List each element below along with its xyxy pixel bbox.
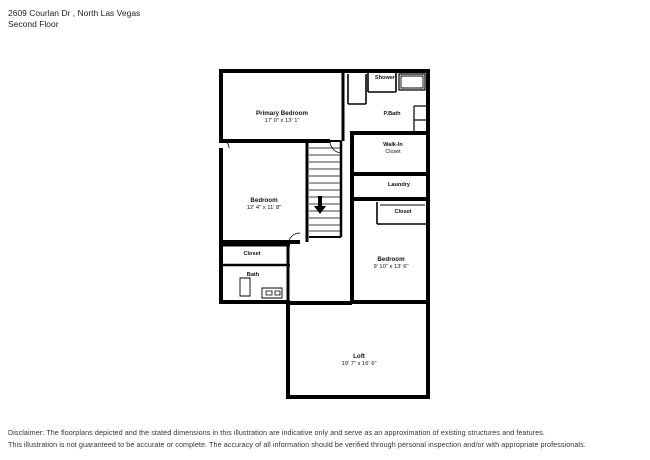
disclaimer-line-1: Disclaimer: The floorplans depicted and the stated dimensions in this illustration are indicative only and serve as an approximation of existing structures and features.	[8, 428, 546, 437]
room-label: Closet	[243, 251, 261, 257]
room-label: Shower	[374, 75, 396, 81]
room-label: Bedroom 9' 10" x 13' 6"	[373, 256, 409, 270]
room-label: Loft 19' 7" x 16' 6"	[341, 353, 377, 367]
room-label: Walk-In Closet	[383, 142, 403, 155]
property-address: 2609 Courlan Dr , North Las Vegas	[8, 8, 141, 18]
room-label: Bath	[246, 272, 260, 278]
room-label: P.Bath	[383, 111, 401, 117]
disclaimer-line-2: This illustration is not guaranteed to be accurate or complete. The accuracy of all information should be verified through personal inspection and/or with appropriate professionals.	[8, 440, 586, 449]
floor-label: Second Floor	[8, 19, 59, 30]
room-label: Primary Bedroom 17' 0" x 13' 1"	[256, 110, 308, 124]
room-label: Bedroom 12' 4" x 11' 8"	[246, 197, 282, 211]
room-label: Laundry	[387, 182, 411, 188]
room-label: Closet	[394, 209, 412, 215]
